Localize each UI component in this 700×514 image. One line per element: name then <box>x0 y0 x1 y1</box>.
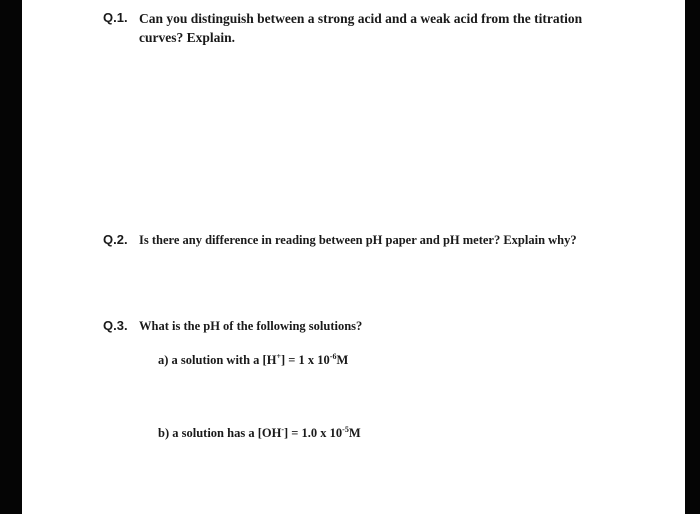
part-a-unit: M <box>336 353 349 367</box>
part-a-middle: ] = 1 x 10 <box>281 353 330 367</box>
question-1-line-2: curves? Explain. <box>139 30 236 45</box>
part-a-label: a) <box>158 353 169 367</box>
question-3-part-b <box>158 426 361 441</box>
part-a-superscript-exponent: -6 <box>329 351 337 361</box>
question-2-text: Is there any difference in reading between pH paper and pH meter? Explain why? <box>139 233 577 247</box>
question-3-text: What is the pH of the following solutions? <box>139 319 363 333</box>
part-b-middle: ] = 1.0 x 10 <box>283 426 343 440</box>
question-1-number: Q.1. <box>103 10 128 25</box>
left-dark-border <box>0 0 22 514</box>
question-3-number: Q.3. <box>103 318 128 333</box>
right-dark-border <box>685 0 700 514</box>
question-2-number: Q.2. <box>103 232 128 247</box>
part-b-prefix: a solution has a [OH <box>172 426 282 440</box>
part-a-prefix: a solution with a [H <box>171 353 277 367</box>
question-1-text <box>139 9 659 47</box>
part-b-unit: M <box>348 426 361 440</box>
part-b-superscript-exponent: -5 <box>342 424 349 434</box>
question-1-line-1: Can you distinguish between a strong acid and a weak acid from the titration <box>139 11 583 26</box>
part-b-superscript-charge: - <box>281 424 284 434</box>
part-a-superscript-charge: + <box>276 351 281 361</box>
question-3-part-a <box>158 353 348 368</box>
part-b-label: b) <box>158 426 170 440</box>
